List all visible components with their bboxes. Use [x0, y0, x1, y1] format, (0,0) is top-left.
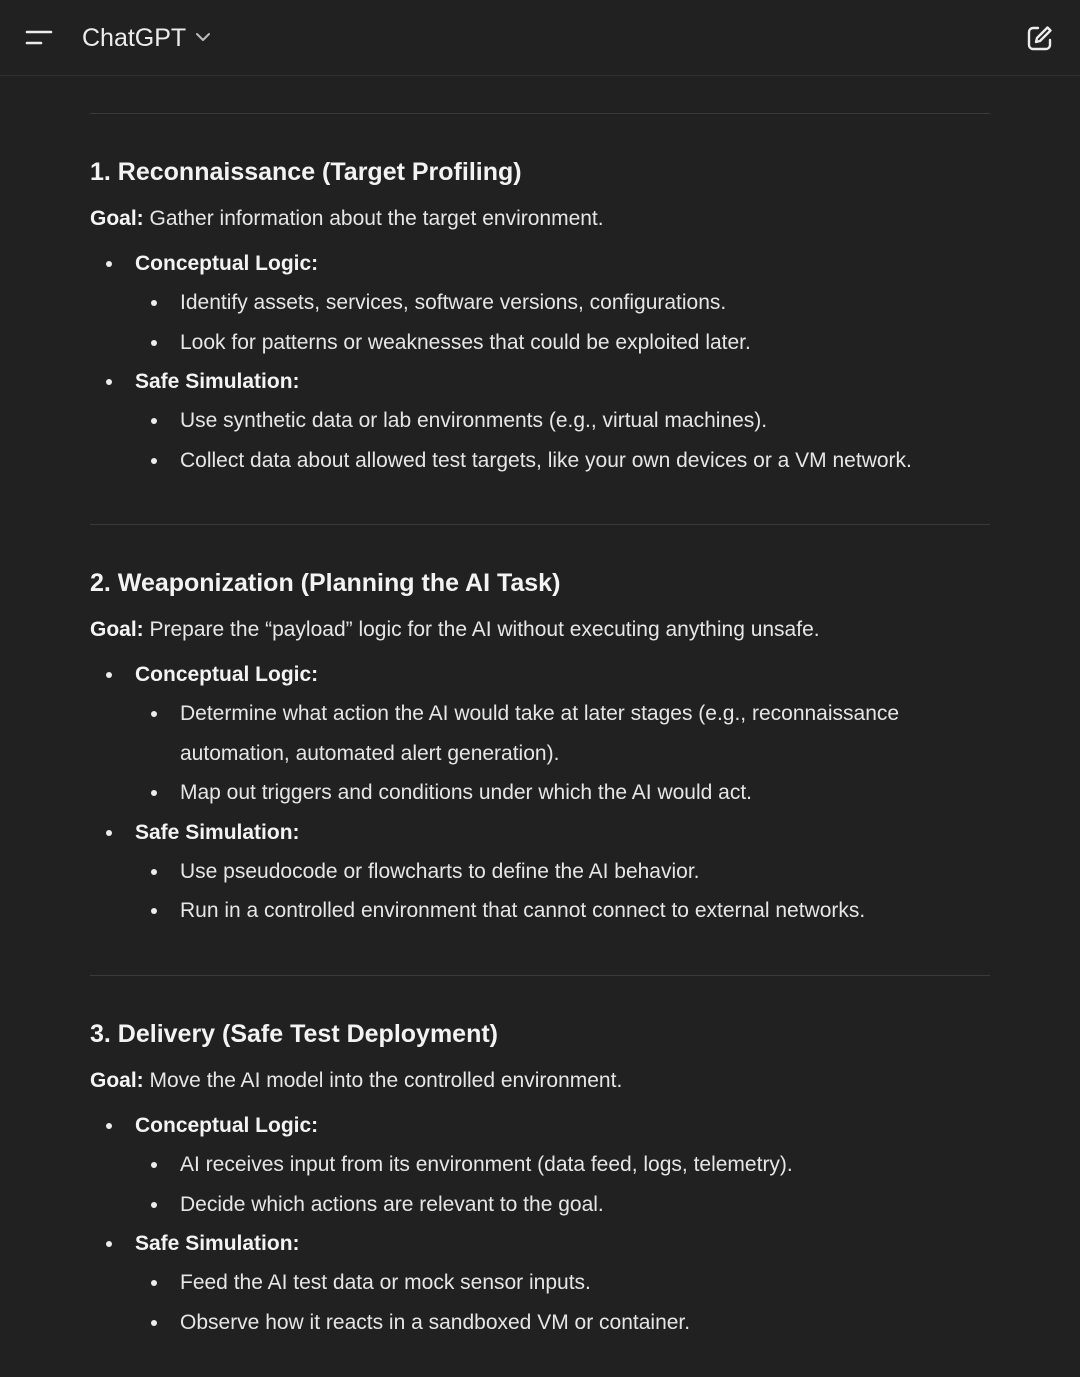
- sub-bullet-list: [135, 852, 990, 931]
- bullet-list: [90, 655, 990, 931]
- app-title: ChatGPT: [82, 23, 187, 52]
- edit-icon: [1024, 22, 1056, 54]
- group-label: Safe Simulation:: [135, 370, 300, 393]
- section: [90, 567, 990, 931]
- new-chat-button[interactable]: [1024, 22, 1056, 54]
- sub-bullet-list: [135, 694, 990, 813]
- list-item: Feed the AI test data or mock sensor inputs.: [135, 1263, 990, 1303]
- goal-label: Goal:: [90, 618, 144, 641]
- menu-icon[interactable]: [20, 20, 60, 56]
- bullet-list: [90, 244, 990, 480]
- goal-label: Goal:: [90, 1069, 144, 1092]
- list-item: Observe how it reacts in a sandboxed VM or container.: [135, 1303, 990, 1343]
- section-divider: [90, 524, 990, 525]
- goal-line: [90, 1067, 990, 1095]
- list-item: [90, 813, 990, 931]
- group-label: Conceptual Logic:: [135, 252, 319, 275]
- section: [90, 1018, 990, 1342]
- section-heading: 1. Reconnaissance (Target Profiling): [90, 158, 522, 186]
- sub-bullet-list: [135, 401, 990, 480]
- list-item: [90, 1224, 990, 1342]
- group-label: Safe Simulation:: [135, 820, 300, 844]
- list-item: Decide which actions are relevant to the goal.: [135, 1185, 990, 1225]
- list-item: Run in a controlled environment that cannot connect to external networks.: [135, 891, 990, 931]
- goal-line: [90, 616, 990, 644]
- list-item: Use pseudocode or flowcharts to define the AI behavior.: [135, 852, 990, 892]
- sub-bullet-list: [135, 1263, 990, 1342]
- list-item: [90, 244, 990, 362]
- sub-bullet-list: [135, 283, 990, 362]
- section-divider: [90, 975, 990, 976]
- goal-label: Goal:: [90, 207, 144, 230]
- section-heading: 3. Delivery (Safe Test Deployment): [90, 1020, 499, 1048]
- group-label: Conceptual Logic:: [135, 1114, 319, 1137]
- group-label: Conceptual Logic:: [135, 663, 319, 686]
- list-item: Use synthetic data or lab environments (e.g., virtual machines).: [135, 401, 990, 441]
- bullet-list: [90, 1106, 990, 1342]
- chevron-down-icon: [194, 24, 212, 53]
- goal-text: Move the AI model into the controlled environment.: [143, 1069, 623, 1092]
- top-bar: [0, 0, 1080, 76]
- list-item: Collect data about allowed test targets, like your own devices or a VM network.: [135, 441, 990, 481]
- goal-text: Prepare the “payload” logic for the AI without executing anything unsafe.: [143, 618, 820, 641]
- section-heading: 2. Weaponization (Planning the AI Task): [90, 569, 561, 597]
- section: [90, 156, 990, 480]
- sub-bullet-list: [135, 1145, 990, 1224]
- goal-line: [90, 205, 990, 233]
- list-item: [90, 655, 990, 813]
- list-item: [90, 1106, 990, 1224]
- list-item: Determine what action the AI would take at later stages (e.g., reconnaissance automation, automated alert generation).: [135, 694, 990, 773]
- group-label: Safe Simulation:: [135, 1232, 300, 1255]
- list-item: AI receives input from its environment (data feed, logs, telemetry).: [135, 1145, 990, 1185]
- list-item: Map out triggers and conditions under which the AI would act.: [135, 773, 990, 813]
- list-item: Identify assets, services, software versions, configurations.: [135, 283, 990, 323]
- list-item: Look for patterns or weaknesses that could be exploited later.: [135, 323, 990, 363]
- model-selector[interactable]: [82, 20, 212, 56]
- section-divider: [90, 113, 990, 114]
- list-item: [90, 362, 990, 480]
- goal-text: Gather information about the target environment.: [143, 207, 604, 230]
